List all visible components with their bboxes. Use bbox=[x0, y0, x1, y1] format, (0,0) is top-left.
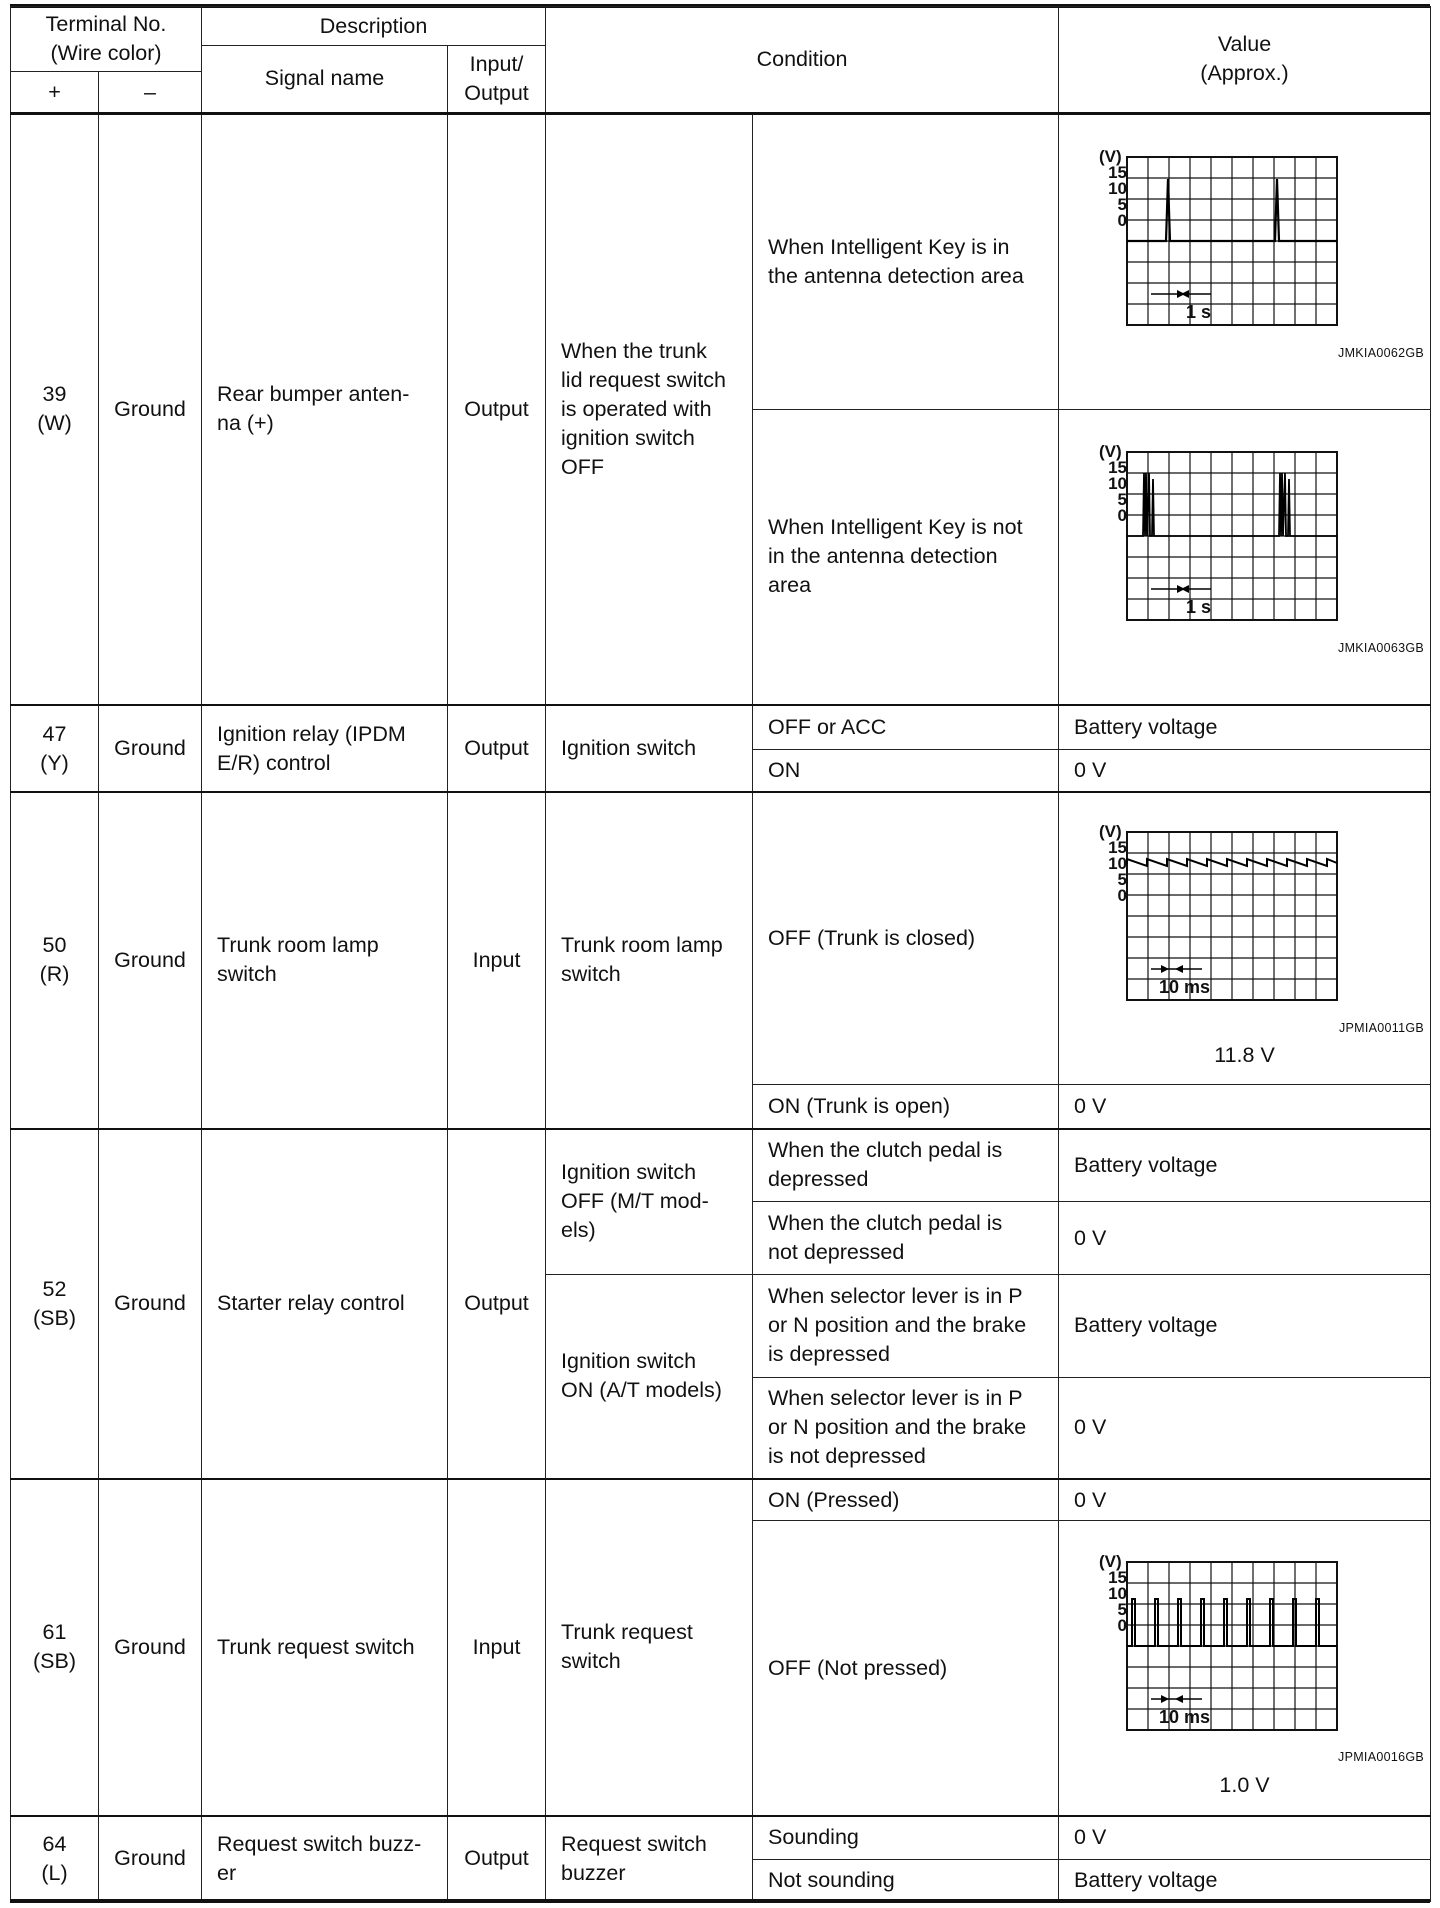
y-tick-label: 15 bbox=[1108, 457, 1128, 477]
header-wire-color-label: (Wire color) bbox=[50, 41, 162, 66]
terminal-50-value-1 bbox=[1059, 792, 1431, 1084]
terminal-47-condition: Ignition switch bbox=[546, 705, 753, 793]
y-tick-label: 10 bbox=[1108, 178, 1128, 198]
terminal-50-value-2: 0 V bbox=[1059, 1084, 1431, 1128]
subcondition-line: When the clutch pedal is bbox=[768, 1138, 1003, 1163]
header-plus: + bbox=[11, 72, 99, 113]
y-unit-label: (V) bbox=[1099, 441, 1122, 461]
terminal-number: 52 bbox=[42, 1276, 67, 1301]
terminal-47-value-2: 0 V bbox=[1059, 749, 1431, 792]
terminal-52-subcondition-3 bbox=[753, 1274, 1059, 1377]
time-span-label: 1 s bbox=[1186, 301, 1212, 322]
subcondition-line: When the clutch pedal is bbox=[768, 1211, 1003, 1236]
time-span-label: 1 s bbox=[1186, 596, 1212, 617]
condition-line: switch bbox=[561, 1649, 621, 1674]
terminal-64-ground: Ground bbox=[99, 1816, 202, 1902]
signal-line-2: na (+) bbox=[217, 411, 274, 436]
header-signal-name: Signal name bbox=[202, 46, 448, 113]
terminal-39-subcondition-1 bbox=[753, 113, 1059, 409]
table-row-52a bbox=[11, 1129, 1431, 1202]
signal-line-1: Ignition relay (IPDM bbox=[217, 721, 406, 746]
terminal-39-value-2 bbox=[1059, 409, 1431, 705]
terminal-47-subcondition-2: ON bbox=[753, 749, 1059, 792]
y-tick-label: 0 bbox=[1117, 505, 1128, 525]
y-tick-labels bbox=[1103, 840, 1127, 904]
condition-line: OFF bbox=[561, 454, 605, 479]
terminal-64-cell bbox=[11, 1816, 99, 1902]
condition-line: is operated with bbox=[561, 396, 712, 421]
header-approx-label: (Approx.) bbox=[1200, 61, 1289, 86]
terminal-61-value-1: 0 V bbox=[1059, 1479, 1431, 1521]
time-span-label: 10 ms bbox=[1159, 977, 1211, 998]
table-bottom-rule bbox=[10, 1899, 1430, 1903]
connector-terminal-table-page bbox=[10, 6, 1430, 1902]
y-tick-label: 0 bbox=[1117, 886, 1128, 906]
signal-line-1: Request switch buzz- bbox=[217, 1831, 422, 1856]
table-row-64a bbox=[11, 1816, 1431, 1859]
y-unit-label: (V) bbox=[1099, 822, 1122, 842]
condition-line: Trunk request bbox=[561, 1620, 693, 1645]
terminal-52-signal: Starter relay control bbox=[202, 1129, 448, 1479]
terminal-61-subcondition-2: OFF (Not pressed) bbox=[753, 1521, 1059, 1816]
terminal-39-condition bbox=[546, 113, 753, 705]
subcondition-line: the antenna detection area bbox=[768, 263, 1024, 288]
terminal-61-value-2 bbox=[1059, 1521, 1431, 1816]
terminal-52-condition-at bbox=[546, 1274, 753, 1478]
waveform-pulse-double bbox=[1059, 410, 1430, 704]
terminal-47-signal bbox=[202, 705, 448, 793]
subcondition-line: not depressed bbox=[768, 1240, 905, 1265]
subcondition-line: or N position and the brake bbox=[768, 1313, 1027, 1338]
oscilloscope-graph bbox=[1099, 154, 1329, 324]
header-value-label: Value bbox=[1217, 32, 1272, 57]
y-tick-label: 10 bbox=[1108, 473, 1128, 493]
terminal-47-value-1: Battery voltage bbox=[1059, 705, 1431, 749]
condition-line: Ignition switch bbox=[561, 1349, 697, 1374]
subcondition-line: or N position and the brake bbox=[768, 1415, 1027, 1440]
terminal-64-value-1: 0 V bbox=[1059, 1816, 1431, 1859]
terminal-52-subcondition-4 bbox=[753, 1377, 1059, 1479]
terminal-52-ground: Ground bbox=[99, 1129, 202, 1479]
terminal-61-ground: Ground bbox=[99, 1479, 202, 1816]
header-row-1 bbox=[11, 7, 1431, 46]
waveform-pulse-single bbox=[1059, 115, 1430, 409]
table-row-50a bbox=[11, 792, 1431, 1084]
terminal-50-ground: Ground bbox=[99, 792, 202, 1128]
terminal-50-io: Input bbox=[448, 792, 546, 1128]
y-tick-label: 10 bbox=[1108, 1584, 1128, 1604]
terminal-47-cell bbox=[11, 705, 99, 793]
header-input-label: Input/ bbox=[469, 51, 524, 76]
oscilloscope-graph bbox=[1099, 1559, 1329, 1729]
y-tick-label: 0 bbox=[1117, 210, 1128, 230]
figure-code: JPMIA0016GB bbox=[1338, 1750, 1425, 1765]
terminal-47-ground: Ground bbox=[99, 705, 202, 793]
terminal-61-signal: Trunk request switch bbox=[202, 1479, 448, 1816]
terminal-50-subcondition-1: OFF (Trunk is closed) bbox=[753, 792, 1059, 1084]
header-output-label: Output bbox=[464, 80, 529, 105]
header-condition: Condition bbox=[546, 7, 1059, 114]
signal-line-2: switch bbox=[217, 962, 277, 987]
signal-line-1: Rear bumper anten- bbox=[217, 382, 410, 407]
condition-line: buzzer bbox=[561, 1860, 626, 1885]
condition-line: ignition switch bbox=[561, 425, 695, 450]
terminal-39-io: Output bbox=[448, 113, 546, 705]
table-row-61a bbox=[11, 1479, 1431, 1521]
y-tick-label: 5 bbox=[1117, 870, 1128, 890]
measured-voltage: 11.8 V bbox=[1214, 1043, 1275, 1068]
terminal-number: 50 bbox=[42, 933, 67, 958]
condition-line: lid request switch bbox=[561, 367, 726, 392]
terminal-52-condition-mt bbox=[546, 1129, 753, 1275]
terminal-39-signal bbox=[202, 113, 448, 705]
signal-line-1: Trunk room lamp bbox=[217, 933, 379, 958]
terminal-52-subcondition-2 bbox=[753, 1202, 1059, 1274]
subcondition-line: area bbox=[768, 573, 812, 598]
wire-color: (Y) bbox=[40, 750, 69, 775]
condition-line: Ignition switch bbox=[561, 1160, 697, 1185]
condition-line: els) bbox=[561, 1218, 596, 1243]
header-terminal-no bbox=[11, 7, 202, 72]
terminal-64-subcondition-1: Sounding bbox=[753, 1816, 1059, 1859]
subcondition-line: When selector lever is in P bbox=[768, 1284, 1023, 1309]
terminal-39-value-1 bbox=[1059, 113, 1431, 409]
y-tick-labels bbox=[1103, 162, 1128, 230]
oscilloscope-graph bbox=[1099, 449, 1329, 619]
y-tick-label: 15 bbox=[1108, 162, 1128, 182]
terminal-52-io: Output bbox=[448, 1129, 546, 1479]
terminal-39-subcondition-2 bbox=[753, 409, 1059, 705]
header-minus: – bbox=[99, 72, 202, 113]
y-unit-label: (V) bbox=[1099, 1552, 1122, 1572]
wire-color: (SB) bbox=[33, 1305, 76, 1330]
condition-line: ON (A/T models) bbox=[561, 1378, 722, 1403]
terminal-64-io: Output bbox=[448, 1816, 546, 1902]
header-description: Description bbox=[202, 7, 546, 46]
table-row-39a bbox=[11, 113, 1431, 409]
waveform-pulse-train bbox=[1059, 1521, 1430, 1814]
signal-line-2: er bbox=[217, 1860, 237, 1885]
terminal-number: 39 bbox=[42, 382, 67, 407]
terminal-50-condition bbox=[546, 792, 753, 1128]
y-tick-label: 5 bbox=[1117, 1600, 1128, 1620]
figure-code: JMKIA0063GB bbox=[1338, 640, 1425, 655]
terminal-39-ground: Ground bbox=[99, 113, 202, 705]
y-tick-labels bbox=[1103, 457, 1128, 525]
terminal-52-value-3: Battery voltage bbox=[1059, 1274, 1431, 1377]
terminal-52-value-1: Battery voltage bbox=[1059, 1129, 1431, 1202]
terminal-52-value-4: 0 V bbox=[1059, 1377, 1431, 1479]
condition-line: switch bbox=[561, 962, 621, 987]
terminal-number: 64 bbox=[42, 1831, 67, 1856]
wire-color: (W) bbox=[37, 411, 72, 436]
terminal-64-signal bbox=[202, 1816, 448, 1902]
y-tick-label: 0 bbox=[1117, 1616, 1128, 1636]
figure-code: JPMIA0011GB bbox=[1338, 1021, 1425, 1036]
subcondition-line: depressed bbox=[768, 1167, 869, 1192]
terminal-61-cell bbox=[11, 1479, 99, 1816]
signal-line-2: E/R) control bbox=[217, 750, 331, 775]
y-tick-label: 5 bbox=[1117, 194, 1128, 214]
subcondition-line: is depressed bbox=[768, 1342, 890, 1367]
header-value bbox=[1059, 7, 1431, 114]
y-tick-label: 10 bbox=[1108, 854, 1128, 874]
header-terminal-no-label: Terminal No. bbox=[45, 12, 167, 37]
condition-line: Trunk room lamp bbox=[561, 933, 723, 958]
figure-code: JMKIA0062GB bbox=[1338, 345, 1425, 360]
terminal-47-subcondition-1: OFF or ACC bbox=[753, 705, 1059, 749]
y-tick-label: 15 bbox=[1108, 1568, 1128, 1588]
wire-color: (R) bbox=[39, 962, 70, 987]
subcondition-line: in the antenna detection bbox=[768, 544, 998, 569]
wire-color: (L) bbox=[41, 1860, 68, 1885]
subcondition-line: When selector lever is in P bbox=[768, 1386, 1023, 1411]
terminal-50-subcondition-2: ON (Trunk is open) bbox=[753, 1084, 1059, 1128]
y-tick-label: 15 bbox=[1108, 838, 1128, 858]
terminal-61-subcondition-1: ON (Pressed) bbox=[753, 1479, 1059, 1521]
terminal-number: 47 bbox=[42, 721, 67, 746]
terminal-64-condition bbox=[546, 1816, 753, 1902]
measured-voltage: 1.0 V bbox=[1219, 1773, 1270, 1798]
terminal-52-subcondition-1 bbox=[753, 1129, 1059, 1202]
terminal-47-io: Output bbox=[448, 705, 546, 793]
y-unit-label: (V) bbox=[1099, 146, 1122, 166]
waveform-sawtooth bbox=[1059, 793, 1430, 1083]
terminal-50-signal bbox=[202, 792, 448, 1128]
terminal-64-value-2: Battery voltage bbox=[1059, 1859, 1431, 1901]
oscilloscope-graph bbox=[1099, 829, 1329, 999]
table-row-47a bbox=[11, 705, 1431, 749]
terminal-64-subcondition-2: Not sounding bbox=[753, 1859, 1059, 1901]
terminal-50-cell bbox=[11, 792, 99, 1128]
y-tick-labels bbox=[1103, 1570, 1127, 1634]
wire-color: (SB) bbox=[33, 1649, 76, 1674]
subcondition-line: When Intelligent Key is not bbox=[768, 515, 1023, 540]
condition-line: Request switch bbox=[561, 1831, 707, 1856]
header-input-output bbox=[448, 46, 546, 113]
terminal-52-cell bbox=[11, 1129, 99, 1479]
subcondition-line: When Intelligent Key is in bbox=[768, 234, 1010, 259]
terminal-39-cell bbox=[11, 113, 99, 705]
terminal-number: 61 bbox=[42, 1620, 67, 1645]
terminal-61-condition bbox=[546, 1479, 753, 1816]
time-span-label: 10 ms bbox=[1159, 1707, 1211, 1728]
y-tick-label: 5 bbox=[1117, 489, 1128, 509]
terminal-spec-table bbox=[10, 6, 1431, 1902]
terminal-61-io: Input bbox=[448, 1479, 546, 1816]
terminal-52-value-2: 0 V bbox=[1059, 1202, 1431, 1274]
condition-line: OFF (M/T mod- bbox=[561, 1189, 709, 1214]
condition-line: When the trunk bbox=[561, 338, 707, 363]
subcondition-line: is not depressed bbox=[768, 1444, 926, 1469]
